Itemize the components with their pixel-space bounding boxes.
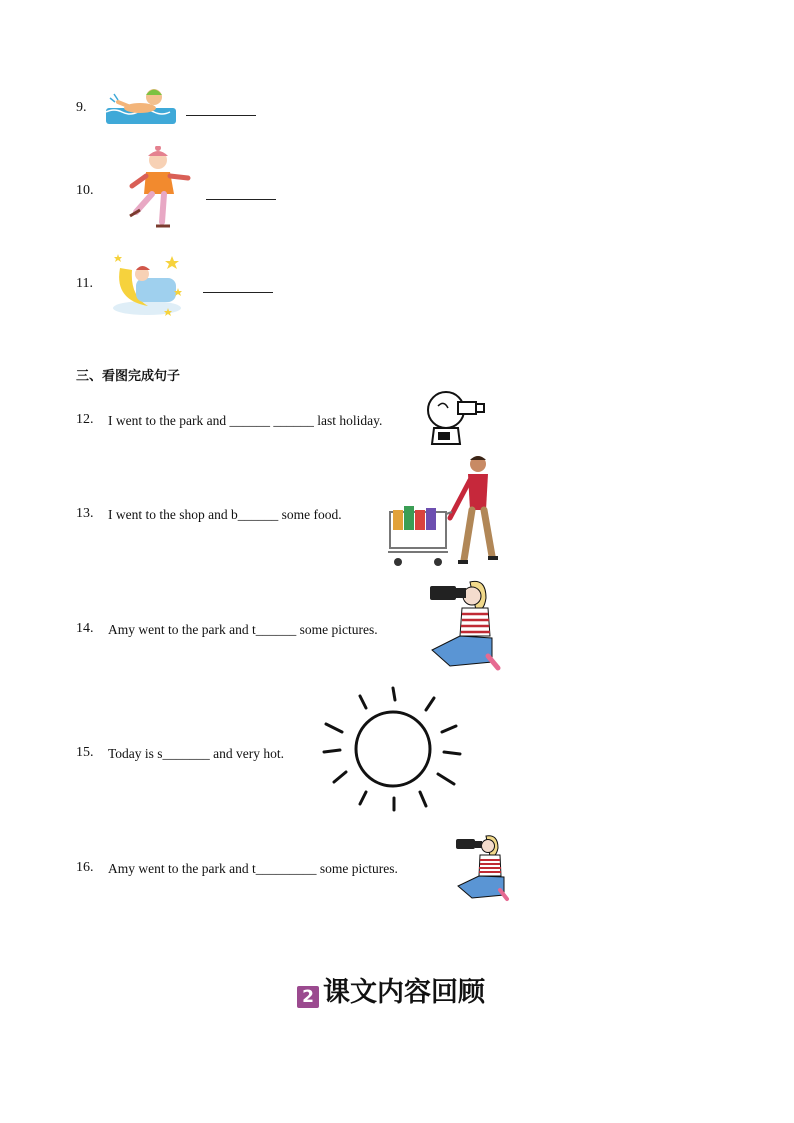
review-section-title [297,970,485,1009]
item-11-number: 11. [76,276,93,291]
woman-camera-small-icon [454,832,510,902]
skating-girl-icon [118,146,194,232]
sun-icon [320,682,470,816]
sentence-12-text: I went to the park and ______ ______ last holiday. [108,413,383,428]
woman-camera-icon [426,576,502,672]
man-shopping-cart-icon [384,452,502,570]
review-title-text: 课文内容回顾 [323,977,485,1008]
item-12-number: 12. [76,412,94,427]
item-10-number: 10. [76,183,94,198]
sentence-13-text: I went to the shop and b______ some food. [108,507,342,522]
swimming-child-icon [106,84,176,126]
sentence-14-text: Amy went to the park and t______ some pictures. [108,622,378,637]
item-9-number: 9. [76,100,87,115]
item-13-number: 13. [76,506,94,521]
answer-blank-11[interactable] [203,278,273,293]
sentence-15-text: Today is s_______ and very hot. [108,746,285,761]
sentence-16-text: Amy went to the park and t_________ some pictures. [108,861,398,876]
item-14-number: 14. [76,621,94,636]
answer-blank-9[interactable] [186,101,256,116]
photographer-cartoon-icon [424,388,486,448]
sleeping-child-moon-icon [108,248,186,320]
item-16-number: 16. [76,860,94,875]
section-number-badge: 2 [297,986,319,1008]
answer-blank-10[interactable] [206,185,276,200]
section-3-heading: 三、看图完成句子 [76,369,181,384]
item-15-number: 15. [76,745,94,760]
